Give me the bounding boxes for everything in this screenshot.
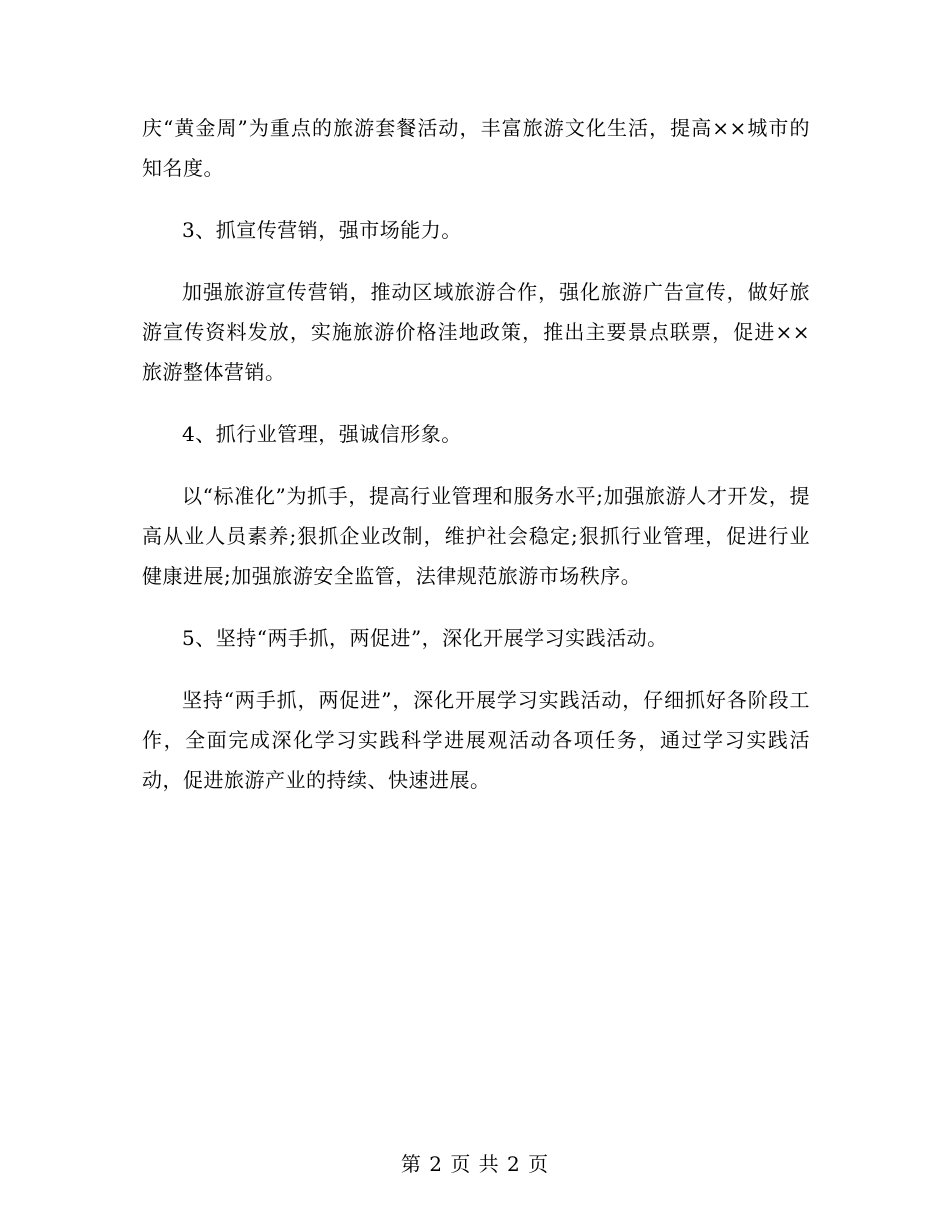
paragraph-continuation: 庆“黄金周”为重点的旅游套餐活动，丰富旅游文化生活，提高××城市的知名度。 (142, 116, 810, 180)
section-heading-4: 4、抓行业管理，强诚信形象。 (182, 422, 462, 446)
paragraph-practice: 坚持“两手抓，两促进”，深化开展学习实践活动，仔细抓好各阶段工作，全面完成深化学习实践科学进展观活动各项任务，通过学习实践活动，促进旅游产业的持续、快速进展。 (142, 688, 810, 792)
page-footer: 第 2 页 共 2 页 (400, 1152, 550, 1176)
document-body (142, 108, 810, 822)
section-heading-5: 5、坚持“两手抓，两促进”，深化开展学习实践活动。 (182, 626, 668, 650)
paragraph-management: 以“标准化”为抓手，提高行业管理和服务水平;加强旅游人才开发，提高从业人员素养;狠抓企业改制，维护社会稳定;狠抓行业管理，促进行业健康进展;加强旅游安全监管，法律规范旅游市场秩序。 (142, 484, 810, 588)
section-heading-3: 3、抓宣传营销，强市场能力。 (182, 218, 462, 242)
paragraph-marketing: 加强旅游宣传营销，推动区域旅游合作，强化旅游广告宣传，做好旅游宣传资料发放，实施旅游价格洼地政策，推出主要景点联票，促进××旅游整体营销。 (142, 280, 810, 384)
